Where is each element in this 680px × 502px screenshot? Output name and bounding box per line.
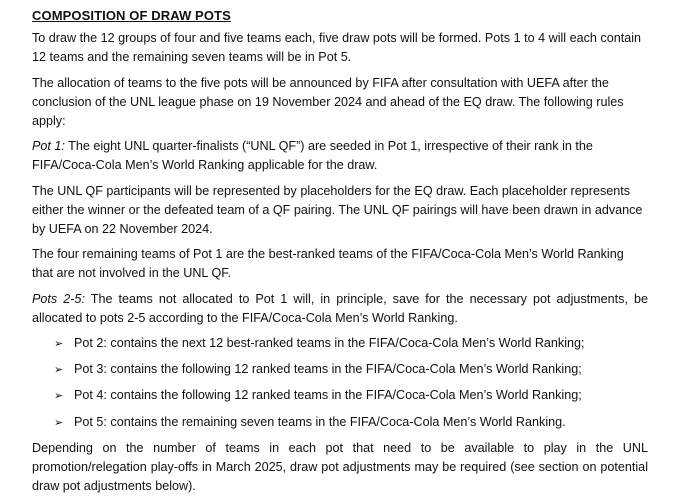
list-item-text: Pot 4: contains the following 12 ranked teams in the FIFA/Coca-Cola Men’s World Ranking; — [74, 388, 582, 403]
document-body — [32, 6, 648, 502]
list-item — [54, 413, 648, 433]
list-item-text: Pot 5: contains the remaining seven teams in the FIFA/Coca-Cola Men’s World Ranking. — [74, 414, 566, 429]
pot1-paragraph — [32, 137, 648, 175]
section-heading: COMPOSITION OF DRAW POTS — [32, 8, 231, 23]
intro-paragraph: To draw the 12 groups of four and five teams each, five draw pots will be formed. Pots 1 to 4 will each contain 12 teams and the remaining seven teams will be in Pot 5. — [32, 31, 642, 65]
arrow-bullet-icon: ➢ — [54, 338, 64, 351]
list-item-text: Pot 2: contains the next 12 best-ranked teams in the FIFA/Coca-Cola Men’s World Ranking; — [74, 336, 585, 351]
pots-2-5-paragraph — [32, 290, 648, 328]
pots-2-5-text: The teams not allocated to Pot 1 will, in principle, save for the necessary pot adjustments, be allocated to pots 2-5 according to the FIFA/Coca-Cola Men’s World Ranking. — [32, 291, 649, 325]
pots-list — [32, 334, 648, 433]
placeholders-paragraph: The UNL QF participants will be represented by placeholders for the EQ draw. Each placeholder represents either the winner or the defeated team of a QF pairing. The UNL QF pairings will have been drawn in advance by UEFA on 22 November 2024. — [32, 183, 643, 237]
arrow-bullet-icon: ➢ — [54, 364, 64, 377]
remaining-teams-paragraph: The four remaining teams of Pot 1 are the best-ranked teams of the FIFA/Coca-Cola Men’s World Ranking that are not involved in the UNL QF. — [32, 247, 624, 281]
arrow-bullet-icon: ➢ — [54, 390, 64, 403]
pot1-text: The eight UNL quarter-finalists (“UNL QF”) are seeded in Pot 1, irrespective of their rank in the FIFA/Coca-Cola Men’s World Ranking applicable for the draw. — [32, 139, 593, 173]
arrow-bullet-icon: ➢ — [54, 416, 64, 429]
pots-2-5-label: Pots 2-5: — [32, 291, 85, 306]
closing-paragraph: Depending on the number of teams in each pot that need to be available to play in the UNL promotion/relegation play-offs in March 2025, draw pot adjustments may be required (see section on potential draw pot adjustments below). — [32, 440, 648, 494]
allocation-paragraph: The allocation of teams to the five pots will be announced by FIFA after consultation with UEFA after the conclusion of the UNL league phase on 19 November 2024 and ahead of the EQ draw. The following rules apply: — [32, 75, 624, 129]
list-item — [54, 360, 648, 380]
list-item — [54, 386, 648, 406]
list-item — [54, 334, 648, 354]
pot1-label: Pot 1: — [32, 139, 65, 154]
list-item-text: Pot 3: contains the following 12 ranked teams in the FIFA/Coca-Cola Men’s World Ranking; — [74, 362, 582, 377]
